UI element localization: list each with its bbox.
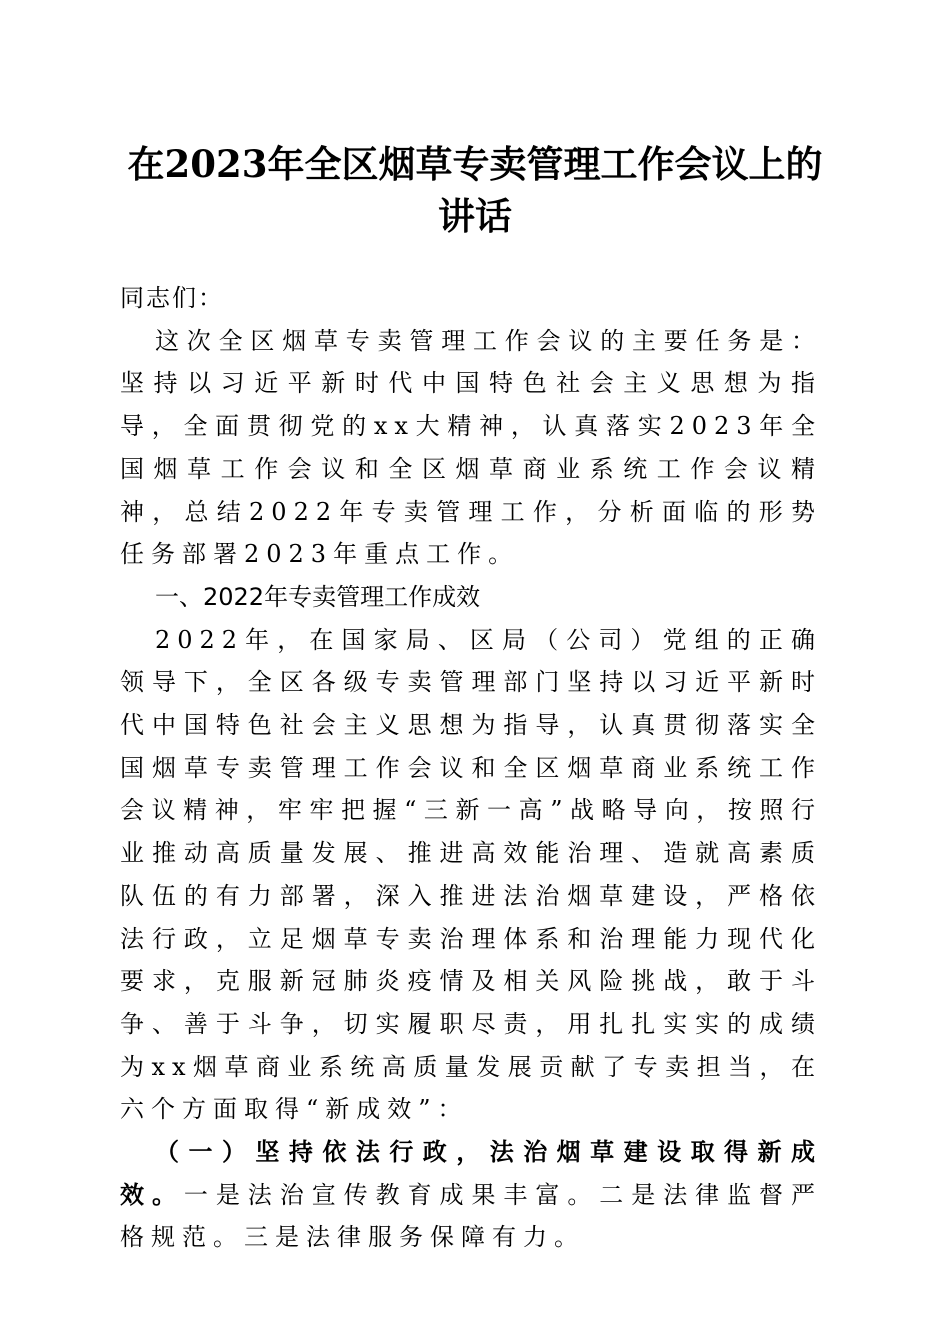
achievements-paragraph: 2022年，在国家局、区局（公司）党组的正确领导下，全区各级专卖管理部门坚持以习近平新时代中国特色社会主义思想为指导，认真贯彻落实全国烟草专卖管理工作会议和全区烟草商业系统工作会议精神，牢牢把握“三新一高”战略导向，按照行业推动高质量发展、推进高效能治理、造就高素质队伍的有力部署，深入推进法治烟草建设，严格依法行政，立足烟草专卖治理体系和治理能力现代化要求，克服新冠肺炎疫情及相关风险挑战，敢于斗争、善于斗争，切实履职尽责，用扎扎实实的成绩为xx烟草商业系统高质量发展贡献了专卖担当，在六个方面取得“新成效”：	[120, 625, 822, 1124]
section-heading-1: 一、2022年专卖管理工作成效	[155, 582, 481, 611]
intro-paragraph: 这次全区烟草专卖管理工作会议的主要任务是：坚持以习近平新时代中国特色社会主义思想为指导，全面贯彻党的xx大精神，认真落实2023年全国烟草工作会议和全区烟草商业系统工作会议精神，总结2022年专卖管理工作，分析面临的形势任务部署2023年重点工作。	[120, 326, 822, 569]
subsection-1-paragraph	[120, 1131, 822, 1259]
subsection-1-text: 一是法治宣传教育成果丰富。二是法律监督严格规范。三是法律服务保障有力。	[120, 1180, 822, 1252]
greeting: 同志们：	[120, 284, 224, 312]
document-title: 在2023年全区烟草专卖管理工作会议上的讲话	[127, 142, 823, 238]
subsection-1-lead: （一）坚持依法行政，法治烟草建设取得新成效。	[120, 1137, 822, 1209]
document-body	[120, 277, 822, 1259]
